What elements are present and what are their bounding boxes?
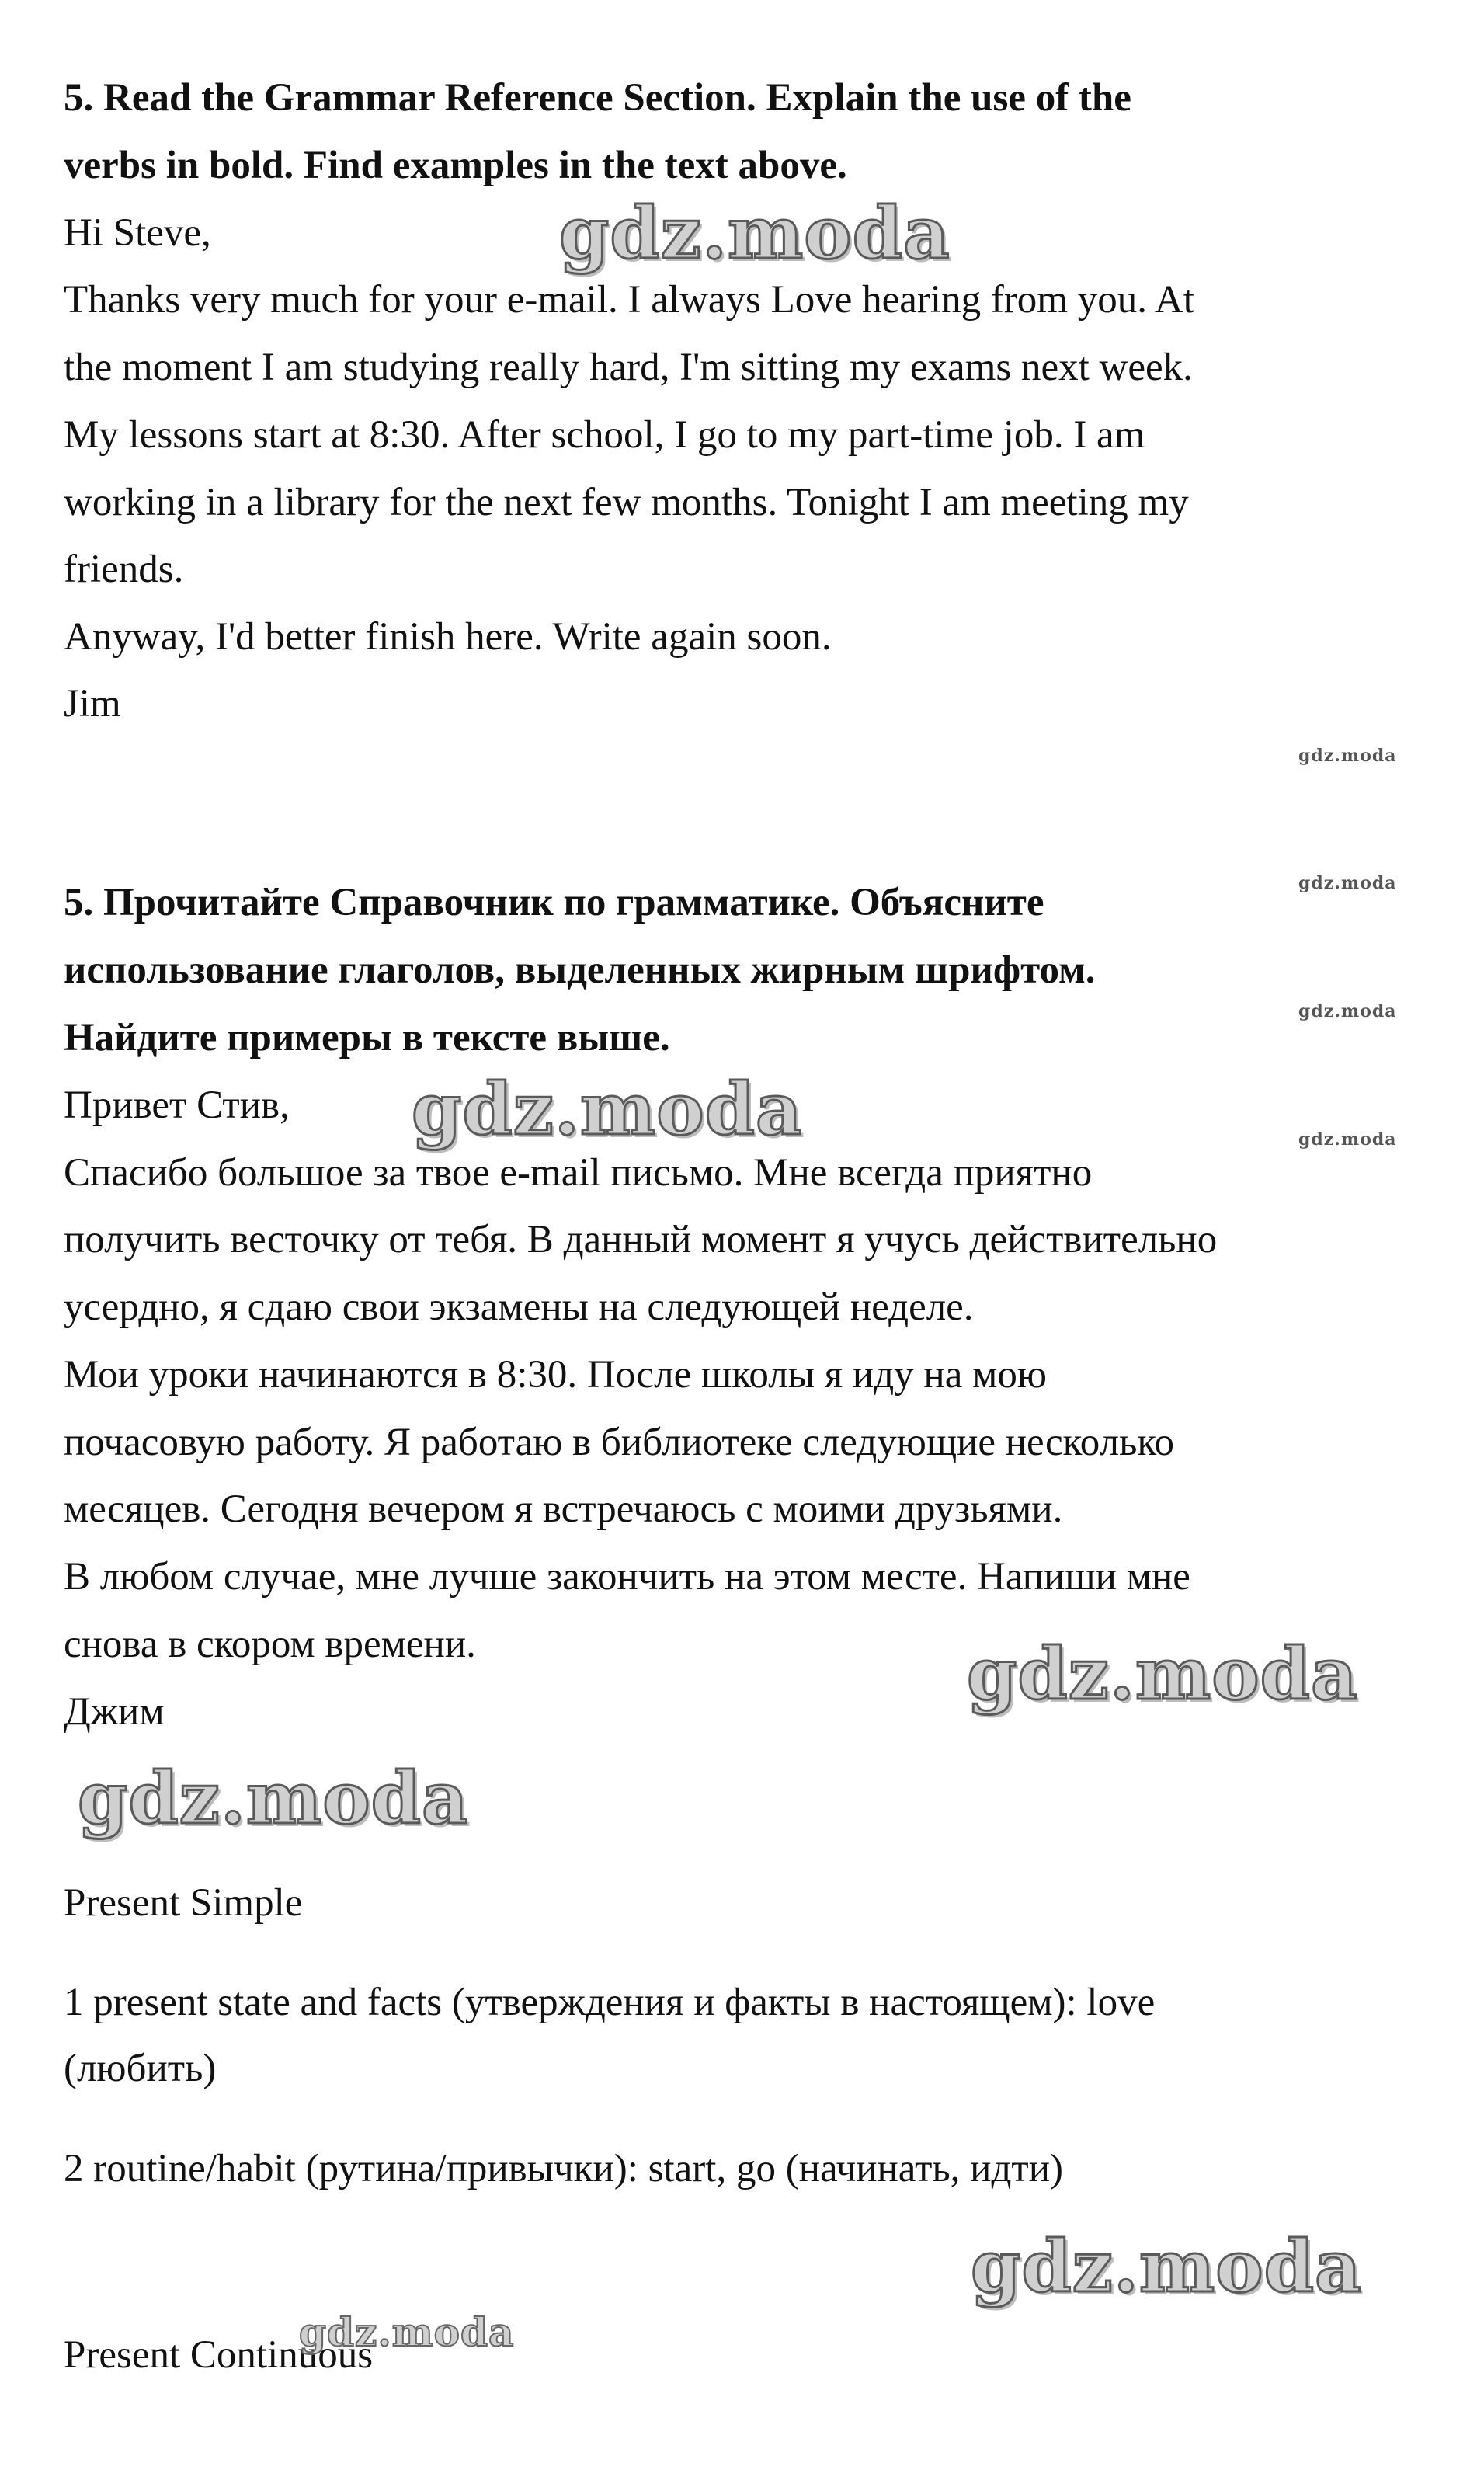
russian-heading-line-2: использование глаголов, выделенных жирным шрифтом.: [64, 948, 1096, 992]
answer-item-1-line-2: (любить): [64, 2047, 217, 2090]
watermark-logo-small: gdz.moda: [1298, 746, 1397, 766]
english-letter-line: My lessons start at 8:30. After school, I go to my part-time job. I am: [64, 413, 1145, 457]
english-letter-line: friends.: [64, 548, 184, 591]
watermark-logo-medium: gdz.moda: [299, 2309, 515, 2355]
english-heading-line-2: verbs in bold. Find examples in the text above.: [64, 144, 847, 187]
english-letter-line: Anyway, I'd better finish here. Write again soon.: [64, 615, 832, 659]
russian-heading-line-3: Найдите примеры в тексте выше.: [64, 1016, 670, 1059]
russian-letter-line: Мои уроки начинаются в 8:30. После школы я иду на мою: [64, 1353, 1047, 1397]
russian-letter-signature: Джим: [64, 1690, 165, 1734]
russian-letter-line: месяцев. Сегодня вечером я встречаюсь с моими друзьями.: [64, 1487, 1063, 1531]
answer-item-2: 2 routine/habit (рутина/привычки): start, go (начинать, идти): [64, 2147, 1063, 2190]
watermark-logo: gdz.moda: [78, 1756, 469, 1840]
english-heading-line-1: 5. Read the Grammar Reference Section. Explain the use of the: [64, 76, 1131, 120]
watermark-logo-small: gdz.moda: [1298, 1001, 1397, 1021]
russian-letter-line: В любом случае, мне лучше закончить на этом месте. Напиши мне: [64, 1555, 1190, 1599]
watermark-logo: gdz.moda: [971, 2225, 1362, 2308]
russian-letter-line: получить весточку от тебя. В данный момент я учусь действительно: [64, 1218, 1218, 1261]
english-letter-signature: Jim: [64, 682, 121, 725]
watermark-logo: gdz.moda: [559, 191, 951, 275]
english-letter-greeting: Hi Steve,: [64, 211, 211, 255]
english-letter-line: working in a library for the next few months. Tonight I am meeting my: [64, 481, 1189, 524]
russian-letter-greeting: Привет Стив,: [64, 1084, 290, 1127]
answer-item-1-line-1: 1 present state and facts (утверждения и факты в настоящем): love: [64, 1981, 1156, 2024]
watermark-logo: gdz.moda: [967, 1632, 1358, 1716]
watermark-logo-small: gdz.moda: [1298, 1129, 1397, 1150]
russian-heading-line-1: 5. Прочитайте Справочник по грамматике. Объясните: [64, 881, 1044, 924]
present-simple-title: Present Simple: [64, 1881, 303, 1925]
present-continuous-title: Present Continuous: [64, 2333, 374, 2377]
russian-letter-line: усердно, я сдаю свои экзамены на следующей неделе.: [64, 1285, 974, 1329]
watermark-logo-small: gdz.moda: [1298, 873, 1397, 893]
russian-letter-line: почасовую работу. Я работаю в библиотеке следующие несколько: [64, 1421, 1175, 1464]
russian-letter-line: Спасибо большое за твое e-mail письмо. Мне всегда приятно: [64, 1151, 1093, 1195]
english-letter-line: the moment I am studying really hard, I'm sitting my exams next week.: [64, 346, 1193, 389]
russian-letter-line: снова в скором времени.: [64, 1623, 476, 1666]
watermark-logo: gdz.moda: [412, 1067, 803, 1151]
english-letter-line: Thanks very much for your e-mail. I always Love hearing from you. At: [64, 278, 1194, 322]
